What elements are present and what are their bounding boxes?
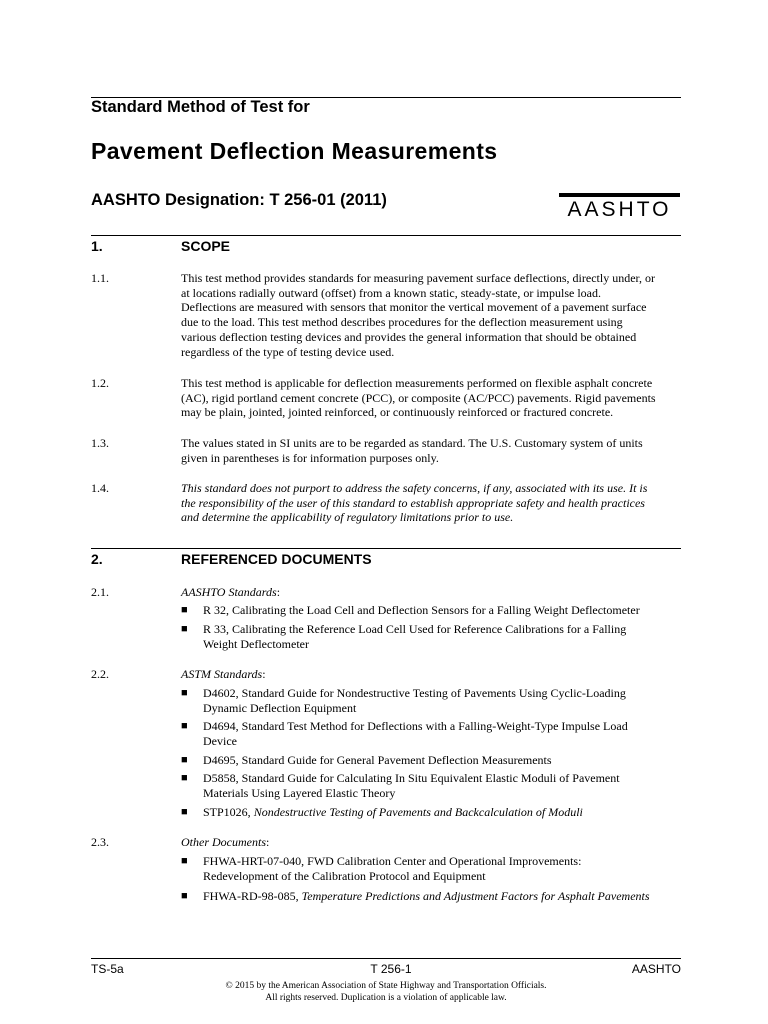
list-item-text (203, 889, 681, 904)
clause-1-4-text (181, 481, 681, 525)
text-line: D4602, Standard Guide for Nondestructive Testing of Pavements Using Cyclic-Loading (203, 686, 626, 700)
bullet-icon: ■ (181, 855, 188, 867)
footer-left: TS-5a (91, 962, 124, 976)
text-line: at locations radially outward (offset) from a known static, steady-state, or impulse load. (181, 285, 601, 300)
heading-text: Other Documents (181, 835, 266, 849)
bullet-icon: ■ (181, 604, 188, 616)
bullet-icon: ■ (181, 754, 188, 766)
method-line: Standard Method of Test for (91, 98, 310, 116)
text-line: and determine the applicability of regulatory limitations prior to use. (181, 510, 514, 525)
aashto-designation: AASHTO Designation: T 256-01 (2011) (91, 191, 387, 209)
clause-number: 1.2. (91, 376, 109, 390)
text-line: Deflections are measured with sensors that monitor the vertical movement of a pavement surface (181, 300, 647, 315)
subsection-heading (181, 835, 269, 850)
section-1-rule (91, 235, 681, 236)
text-line: due to the load. This test method describes procedures for the deflection measurement using (181, 315, 623, 330)
clause-number: 2.2. (91, 667, 109, 681)
clause-number: 2.3. (91, 835, 109, 849)
bullet-icon: ■ (181, 687, 188, 699)
section-2-number: 2. (91, 551, 103, 567)
text-line: The values stated in SI units are to be regarded as standard. The U.S. Customary system of units (181, 436, 643, 450)
list-item-text (203, 805, 681, 820)
logo-text: AASHTO (567, 198, 672, 221)
section-2-title: REFERENCED DOCUMENTS (181, 551, 372, 567)
subsection-heading (181, 585, 280, 600)
list-item-text (203, 854, 681, 883)
section-1-title: SCOPE (181, 238, 231, 254)
copyright-line: © 2015 by the American Association of State Highway and Transportation Officials. (225, 981, 547, 991)
text-line: various deflection testing devices and provides the general information that should be obtained (181, 329, 637, 344)
text-line: the responsibility of the user of this standard to establish appropriate safety and health practices (181, 495, 645, 510)
heading-text: ASTM Standards (181, 667, 263, 681)
item-title: Nondestructive Testing of Pavements and Backcalculation of Moduli (253, 805, 583, 819)
footer-page-number: T 256-1 (370, 962, 412, 976)
text-line: This standard does not purport to address the safety concerns, if any, associated with its use. It is (181, 481, 648, 495)
clause-1-3-text (181, 436, 681, 465)
bullet-icon: ■ (181, 890, 188, 902)
text-line: FHWA-HRT-07-040, FWD Calibration Center and Operational Improvements: (203, 854, 582, 868)
document-title: Pavement Deflection Measurements (91, 138, 498, 164)
heading-suffix: : (265, 835, 270, 849)
list-item-text (203, 753, 681, 768)
heading-suffix: : (262, 667, 266, 681)
text-line: may be plain, jointed, jointed reinforced, or continuously reinforced or fractured concrete. (181, 405, 614, 420)
copyright-notice (91, 980, 681, 1004)
list-item-text (203, 622, 681, 651)
clause-1-1-text (181, 271, 681, 359)
footer-right: AASHTO (631, 962, 681, 976)
clause-number: 1.4. (91, 481, 109, 495)
item-title: Temperature Predictions and Adjustment Factors for Asphalt Pavements (301, 889, 650, 903)
text-line: D4695, Standard Guide for General Pavement Deflection Measurements (203, 753, 552, 767)
text-line: given in parentheses is for information purposes only. (181, 450, 439, 465)
subsection-heading (181, 667, 266, 682)
text-line: (AC), rigid portland cement concrete (PCC), or composite (AC/PCC) pavements. Rigid pavements (181, 390, 656, 405)
text-line: R 33, Calibrating the Reference Load Cell Used for Reference Calibrations for a Falling (203, 622, 627, 636)
clause-number: 2.1. (91, 585, 109, 599)
text-line: D4694, Standard Test Method for Deflections with a Falling-Weight-Type Impulse Load (203, 719, 628, 733)
text-line: Materials Using Layered Elastic Theory (203, 785, 396, 800)
text-line: regardless of the type of testing device used. (181, 344, 395, 359)
list-item-text (203, 771, 681, 800)
bullet-icon: ■ (181, 772, 188, 784)
bullet-icon: ■ (181, 720, 188, 732)
clause-number: 1.1. (91, 271, 109, 285)
text-line: R 32, Calibrating the Load Cell and Deflection Sensors for a Falling Weight Deflectometer (203, 603, 640, 617)
item-prefix: STP1026, (203, 805, 254, 819)
clause-number: 1.3. (91, 436, 109, 450)
copyright-line: All rights reserved. Duplication is a violation of applicable law. (265, 993, 507, 1003)
text-line: Device (203, 733, 237, 748)
item-prefix: FHWA-RD-98-085, (203, 889, 302, 903)
list-item-text (203, 686, 681, 715)
section-2-rule (91, 548, 681, 549)
text-line: This test method provides standards for measuring pavement surface deflections, directly under, or (181, 271, 656, 285)
list-item-text (203, 719, 681, 748)
aashto-logo (559, 193, 680, 222)
clause-1-2-text (181, 376, 681, 420)
section-1-number: 1. (91, 238, 103, 254)
list-item-text (203, 603, 681, 618)
text-line: Redevelopment of the Calibration Protocol and Equipment (203, 868, 486, 883)
heading-text: AASHTO Standards (181, 585, 277, 599)
logo-bar (559, 193, 680, 197)
heading-suffix: : (276, 585, 281, 599)
text-line: This test method is applicable for deflection measurements performed on flexible asphalt concrete (181, 376, 653, 390)
footer-rule (91, 958, 681, 959)
text-line: D5858, Standard Guide for Calculating In Situ Equivalent Elastic Moduli of Pavement (203, 771, 620, 785)
bullet-icon: ■ (181, 623, 188, 635)
text-line: Dynamic Deflection Equipment (203, 700, 357, 715)
text-line: Weight Deflectometer (203, 636, 309, 651)
bullet-icon: ■ (181, 806, 188, 818)
